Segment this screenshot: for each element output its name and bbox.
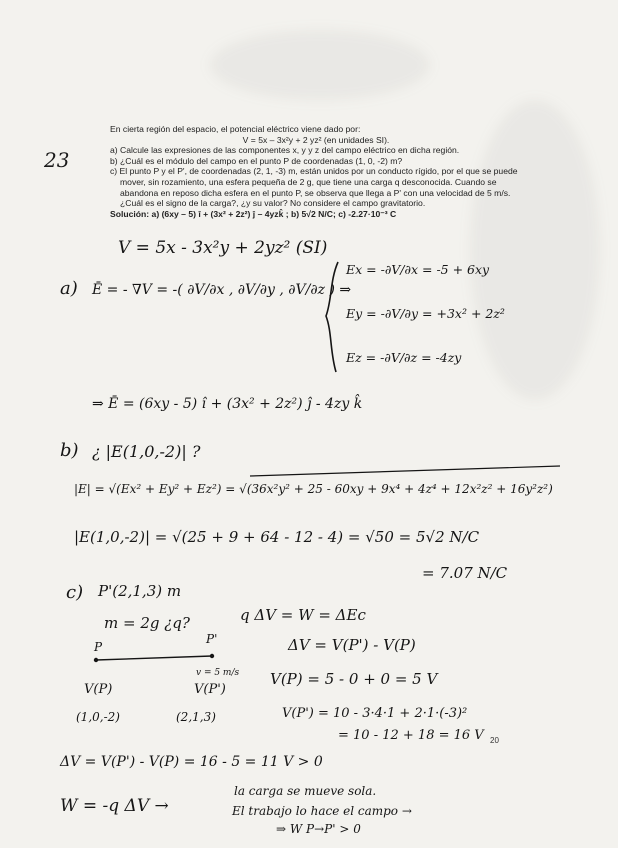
brace-stroke (326, 262, 338, 372)
hw-VPprime-label: V(P') (194, 682, 226, 697)
page-number: 20 (490, 736, 499, 745)
hw-b-question: ¿ |E(1,0,-2)| ? (92, 442, 201, 461)
hw-coord-Pprime: (2,1,3) (176, 710, 216, 724)
hw-deltaV-result: ΔV = V(P') - V(P) = 16 - 5 = 11 V > 0 (60, 754, 323, 770)
statement-item-a: a) Calcule las expresiones de las componentes x, y y z del campo eléctrico en dicha región. (110, 145, 460, 156)
statement-intro: En cierta región del espacio, el potencial eléctrico viene dado por: (110, 124, 361, 134)
hw-note-1: la carga se mueve sola. (234, 784, 377, 798)
hw-note-3: ⇒ W P→P' > 0 (276, 822, 361, 836)
statement-item-b: b) ¿Cuál es el módulo del campo en el punto P de coordenadas (1, 0, -2) m? (110, 155, 403, 166)
hw-VP-label: V(P) (84, 682, 113, 697)
hw-b-label: b) (60, 440, 79, 461)
statement-formula: V = 5x – 3x²y + 2 yz² (en unidades SI). (242, 134, 390, 145)
hw-c-deltaV: ΔV = V(P') - V(P) (288, 636, 416, 654)
hw-Ez: Ez = -∂V/∂z = -4zy (346, 350, 462, 365)
hw-work-line: W = -q ΔV → (60, 796, 169, 816)
hw-velocity: v = 5 m/s (196, 668, 240, 678)
point-P-dot (94, 658, 98, 662)
point-Pprime-dot (210, 654, 214, 658)
problem-number: 23 (44, 148, 70, 172)
hw-c-point: P'(2,1,3) m (98, 582, 182, 600)
hw-E-modulus: |E| = √(Ex² + Ey² + Ez²) = √(36x²y² + 25 - 60xy + 9x⁴ + 4z⁴ + 12x²z² + 16y²z²) (74, 482, 553, 496)
hw-c-label: c) (66, 582, 84, 603)
hw-E-evaluated: |E(1,0,-2)| = √(25 + 9 + 64 - 12 - 4) = √50 = 5√2 N/C (74, 528, 480, 546)
hw-E-result: ⇒ Ē = (6xy - 5) î + (3x² + 2z²) ĵ - 4zy k̂ (92, 396, 363, 412)
hw-label-Pprime: P' (206, 632, 218, 646)
path-line (96, 656, 212, 660)
statement-item-c: c) El punto P y el P', de coordenadas (2, 1, -3) m, están unidos por un conducto rígido, por el que se puede mover, sin rozamiento, una esfera pequeña de 2 g, que tiene una carga q desconocida. Cuando se abandona en reposo dicha esfera en el punto P, se observa que llega a P' con una velocidad de 5 m/s. ¿Cuál es el signo de la carga?, ¿y su valor? No considere el campo gravitatorio. (110, 166, 518, 209)
hw-c-mass: m = 2g ¿q? (104, 614, 190, 632)
hw-VPprime-value-2: = 10 - 12 + 18 = 16 V (338, 728, 484, 743)
hw-VP-value: V(P) = 5 - 0 + 0 = 5 V (270, 670, 438, 688)
hw-gradient: Ē = - ∇V = -( ∂V/∂x , ∂V/∂y , ∂V/∂z ) ⇒ (92, 282, 352, 298)
hw-label-P: P (94, 640, 103, 654)
hw-c-work: q ΔV = W = ΔEc (240, 606, 366, 624)
hw-VPprime-value-1: V(P') = 10 - 3·4·1 + 2·1·(-3)² (282, 706, 468, 721)
hw-a-label: a) (60, 278, 78, 299)
hw-note-2: El trabajo lo hace el campo → (232, 804, 412, 818)
sqrt-overline (250, 466, 560, 476)
hw-Ey: Ey = -∂V/∂y = +3x² + 2z² (346, 306, 505, 321)
statement-solution: Solución: a) (6xy – 5) î + (3x² + 2z²) ĵ – 4yzk̂ ; b) 5√2 N/C; c) -2.27·10⁻³ C (110, 208, 397, 219)
hw-E-approx: = 7.07 N/C (422, 564, 508, 582)
hw-coord-P: (1,0,-2) (76, 710, 120, 724)
hw-Ex: Ex = -∂V/∂x = -5 + 6xy (346, 262, 490, 277)
hw-potential: V = 5x - 3x²y + 2yz² (SI) (118, 238, 328, 258)
